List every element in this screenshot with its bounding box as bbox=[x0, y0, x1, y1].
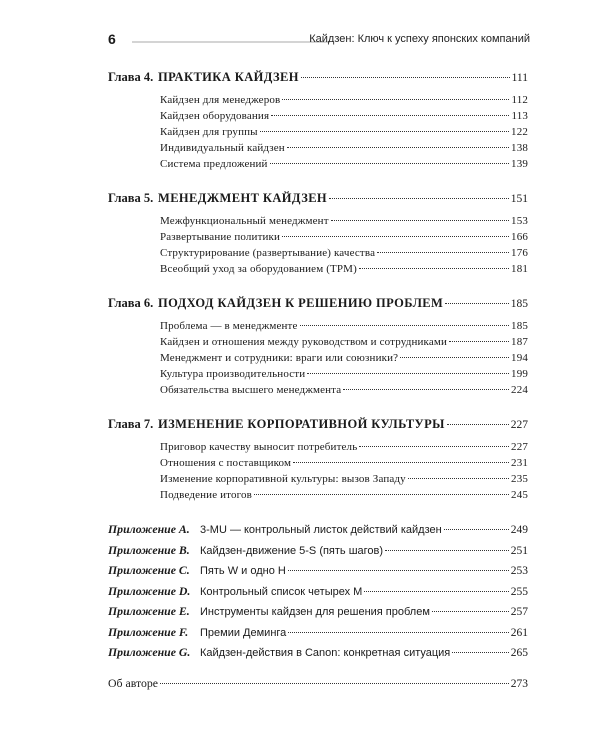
appendix-title: Пять W и одно H bbox=[200, 565, 286, 577]
appendix-page-number: 253 bbox=[510, 565, 528, 577]
appendix-title: Премии Деминга bbox=[200, 626, 287, 639]
dot-leader bbox=[160, 683, 509, 684]
appendix-label: Приложение G. bbox=[108, 645, 191, 659]
toc-entry[interactable] bbox=[108, 94, 528, 110]
dot-leader bbox=[282, 236, 509, 237]
toc-entry[interactable] bbox=[108, 110, 528, 126]
entry-title: Изменение корпоративной культуры: вызов Западу bbox=[160, 473, 406, 485]
entry-page-number: 245 bbox=[511, 489, 528, 501]
entry-page-number: 122 bbox=[511, 126, 528, 138]
appendix-page-number: 249 bbox=[510, 524, 528, 536]
dot-leader bbox=[408, 478, 509, 479]
appendix-title: Инструменты кайдзен для решения проблем bbox=[200, 606, 430, 618]
dot-leader bbox=[329, 198, 509, 199]
dot-leader bbox=[282, 99, 509, 100]
appendix-entry[interactable] bbox=[108, 584, 528, 605]
toc-entry[interactable] bbox=[108, 441, 528, 457]
dot-leader bbox=[452, 652, 508, 653]
entry-title: Кайдзен для группы bbox=[160, 126, 258, 138]
appendix-page-number: 251 bbox=[510, 544, 528, 557]
appendix-page-number: 265 bbox=[510, 647, 528, 659]
entry-page-number: 235 bbox=[511, 473, 528, 485]
toc-entry[interactable] bbox=[108, 215, 528, 231]
dot-leader bbox=[287, 147, 509, 148]
entry-page-number: 224 bbox=[511, 384, 528, 396]
dot-leader bbox=[447, 424, 509, 425]
entry-title: Менеджмент и сотрудники: враги или союзники? bbox=[160, 352, 399, 364]
appendix-entry[interactable] bbox=[108, 604, 528, 625]
chapter-page-number: 185 bbox=[510, 298, 528, 310]
dot-leader bbox=[432, 611, 509, 612]
chapter-title: МЕНЕДЖМЕНТ КАЙДЗЕН bbox=[158, 191, 328, 205]
dot-leader bbox=[449, 341, 509, 342]
chapter-title: ИЗМЕНЕНИЕ КОРПОРАТИВНОЙ КУЛЬТУРЫ bbox=[158, 417, 445, 431]
appendix-entry[interactable] bbox=[108, 543, 528, 564]
running-title: Кайдзен: Ключ к успеху японских компаний bbox=[309, 33, 530, 45]
entry-title: Отношения с поставщиком bbox=[160, 457, 292, 469]
dot-leader bbox=[359, 268, 509, 269]
toc-entry[interactable] bbox=[108, 142, 528, 158]
entry-title: Обязательства высшего менеджмента bbox=[160, 384, 342, 396]
table-of-contents bbox=[108, 70, 528, 696]
appendix-title: Кайдзен-действия в Canon: конкретная ситуация bbox=[200, 647, 451, 659]
entry-page-number: 139 bbox=[511, 158, 528, 170]
dot-leader bbox=[293, 462, 509, 463]
dot-leader bbox=[385, 550, 509, 551]
entry-page-number: 181 bbox=[511, 263, 528, 275]
dot-leader bbox=[400, 357, 509, 358]
appendix-entry[interactable] bbox=[108, 522, 528, 543]
appendix-page-number: 257 bbox=[510, 606, 528, 618]
about-author-entry[interactable] bbox=[108, 676, 528, 696]
toc-entry[interactable] bbox=[108, 368, 528, 384]
toc-entry[interactable] bbox=[108, 489, 528, 505]
entry-title: Система предложений bbox=[160, 158, 268, 170]
entry-page-number: 187 bbox=[511, 336, 528, 348]
appendix-label: Приложение D. bbox=[108, 583, 191, 598]
entry-page-number: 185 bbox=[511, 320, 528, 332]
appendix-entry[interactable] bbox=[108, 625, 528, 646]
entry-page-number: 176 bbox=[511, 247, 528, 259]
toc-entry[interactable] bbox=[108, 247, 528, 263]
dot-leader bbox=[445, 303, 509, 304]
appendix-list bbox=[108, 522, 528, 666]
dot-leader bbox=[260, 131, 509, 132]
appendix-title: 3-MU — контрольный листок действий кайдзен bbox=[200, 524, 442, 536]
entry-title: Кайдзен оборудования bbox=[160, 110, 270, 122]
toc-entry[interactable] bbox=[108, 352, 528, 368]
dot-leader bbox=[444, 529, 509, 530]
dot-leader bbox=[307, 373, 509, 374]
dot-leader bbox=[254, 494, 509, 495]
appendix-title: Контрольный список четырех М bbox=[200, 585, 363, 598]
chapter-block bbox=[108, 191, 528, 279]
chapter-title: ПОДХОД КАЙДЗЕН К РЕШЕНИЮ ПРОБЛЕМ bbox=[158, 296, 444, 310]
page-header bbox=[108, 33, 530, 49]
header-rule bbox=[132, 41, 330, 43]
chapter-heading[interactable] bbox=[108, 417, 528, 437]
dot-leader bbox=[331, 220, 509, 221]
appendix-label: Приложение A. bbox=[108, 522, 190, 536]
appendix-page-number: 261 bbox=[510, 626, 528, 639]
chapter-label: Глава 4. bbox=[108, 70, 154, 84]
entry-title: Развертывание политики bbox=[160, 231, 281, 243]
chapter-block bbox=[108, 70, 528, 174]
appendix-label: Приложение C. bbox=[108, 563, 190, 577]
toc-entry[interactable] bbox=[108, 231, 528, 247]
dot-leader bbox=[271, 115, 509, 116]
chapter-heading[interactable] bbox=[108, 70, 528, 90]
about-author-title: Об авторе bbox=[108, 675, 159, 690]
entry-title: Культура производительности bbox=[160, 368, 306, 380]
toc-entry[interactable] bbox=[108, 384, 528, 400]
toc-entry[interactable] bbox=[108, 320, 528, 336]
entry-page-number: 227 bbox=[511, 441, 528, 453]
dot-leader bbox=[359, 446, 509, 447]
appendix-entry[interactable] bbox=[108, 645, 528, 666]
entry-title: Кайдзен и отношения между руководством и сотрудниками bbox=[160, 336, 448, 348]
toc-entry[interactable] bbox=[108, 126, 528, 142]
entry-title: Приговор качеству выносит потребитель bbox=[160, 441, 358, 453]
entry-page-number: 112 bbox=[511, 94, 528, 106]
entry-page-number: 138 bbox=[511, 142, 528, 154]
toc-entry[interactable] bbox=[108, 336, 528, 352]
chapter-block bbox=[108, 296, 528, 400]
dot-leader bbox=[300, 325, 510, 326]
entry-page-number: 194 bbox=[511, 352, 528, 364]
dot-leader bbox=[343, 389, 509, 390]
chapter-block bbox=[108, 417, 528, 505]
entry-title: Межфункциональный менеджмент bbox=[160, 215, 329, 227]
appendix-label: Приложение F. bbox=[108, 624, 189, 639]
about-author-page-number: 273 bbox=[510, 677, 528, 690]
entry-title: Проблема — в менеджменте bbox=[160, 320, 298, 332]
dot-leader bbox=[364, 591, 508, 592]
dot-leader bbox=[270, 163, 509, 164]
toc-entry[interactable] bbox=[108, 263, 528, 279]
toc-entry[interactable] bbox=[108, 457, 528, 473]
chapter-heading[interactable] bbox=[108, 296, 528, 316]
entry-page-number: 153 bbox=[511, 215, 528, 227]
appendix-title: Кайдзен-движение 5-S (пять шагов) bbox=[200, 544, 384, 557]
chapter-page-number: 111 bbox=[511, 72, 528, 84]
entry-title: Структурирование (развертывание) качества bbox=[160, 247, 376, 259]
chapter-page-number: 227 bbox=[510, 419, 528, 431]
entry-page-number: 199 bbox=[511, 368, 528, 380]
chapter-title: ПРАКТИКА КАЙДЗЕН bbox=[158, 70, 299, 84]
entry-title: Подведение итогов bbox=[160, 489, 253, 501]
chapter-page-number: 151 bbox=[510, 193, 528, 205]
entry-title: Индивидуальный кайдзен bbox=[160, 142, 285, 154]
appendix-label: Приложение B. bbox=[108, 542, 190, 557]
toc-entry[interactable] bbox=[108, 473, 528, 489]
entry-page-number: 113 bbox=[511, 110, 528, 122]
entry-page-number: 231 bbox=[511, 457, 528, 469]
dot-leader bbox=[288, 632, 508, 633]
chapter-label: Глава 7. bbox=[108, 417, 154, 431]
toc-entry[interactable] bbox=[108, 158, 528, 174]
chapter-label: Глава 6. bbox=[108, 296, 154, 310]
chapter-label: Глава 5. bbox=[108, 191, 154, 205]
appendix-page-number: 255 bbox=[510, 585, 528, 598]
appendix-label: Приложение E. bbox=[108, 604, 190, 618]
entry-title: Кайдзен для менеджеров bbox=[160, 94, 281, 106]
appendix-entry[interactable] bbox=[108, 563, 528, 584]
page-number: 6 bbox=[108, 31, 116, 47]
dot-leader bbox=[301, 77, 510, 78]
dot-leader bbox=[288, 570, 509, 571]
entry-title: Всеобщий уход за оборудованием (TPM) bbox=[160, 263, 357, 275]
entry-page-number: 166 bbox=[511, 231, 528, 243]
dot-leader bbox=[377, 252, 509, 253]
chapter-heading[interactable] bbox=[108, 191, 528, 211]
